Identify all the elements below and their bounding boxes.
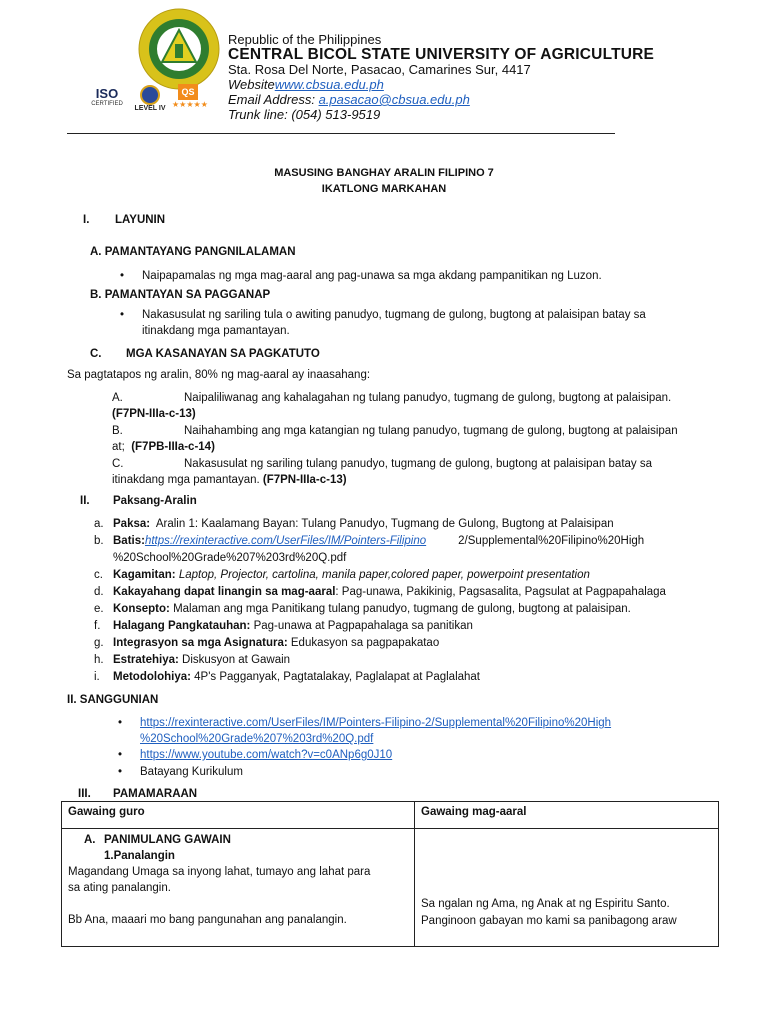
university-seal — [138, 8, 220, 90]
integrasyon-letter: g. — [94, 637, 104, 649]
header-divider — [67, 133, 615, 134]
kagamitan-text: Laptop, Projector, cartolina, manila paper,colored paper, powerpoint presentation — [178, 569, 590, 581]
student-line-2: Panginoon gabayan mo kami sa panibagong araw — [421, 915, 677, 927]
outcome-c-code: (F7PN-IIIa-c-13) — [262, 474, 347, 486]
halaga-text: Pag-unawa at Pagpapahalaga sa panitikan — [253, 620, 473, 632]
sec1-label: LAYUNIN — [115, 214, 166, 226]
sec1-intro: Sa pagtatapos ng aralin, 80% ng mag-aaral ay inaasahang: — [67, 369, 371, 381]
table-row — [62, 829, 719, 947]
website-line: Websitewww.cbsua.edu.ph — [228, 77, 384, 92]
kagamitan-label: Kagamitan: — [113, 569, 176, 581]
outcome-b-text: Naihahambing ang mga katangian ng tulang panudyo, tugmang de gulong, bugtong at palaisipan — [184, 425, 678, 437]
metodolohiya-letter: i. — [94, 671, 100, 683]
batis-item — [94, 533, 644, 550]
table-col-student: Gawaing mag-aaral — [415, 802, 719, 829]
integrasyon-label: Integrasyon sa mga Asignatura: — [113, 637, 288, 649]
kakayahan-text: : Pag-unawa, Pakikinig, Pagsasalita, Pagsulat at Pagpapahalaga — [335, 586, 666, 598]
outcome-b-line2: at; — [112, 441, 125, 453]
halaga-item — [94, 618, 473, 635]
teacher-line-3: Bb Ana, maaari mo bang pangunahan ang panalangin. — [68, 914, 347, 926]
qs-label: QS — [178, 84, 198, 100]
konsepto-label: Konsepto: — [113, 603, 170, 615]
table-col-teacher: Gawaing guro — [62, 802, 415, 829]
qs-badge — [172, 84, 208, 114]
trunk-line: Trunk line: (054) 513-9519 — [228, 107, 381, 122]
kagamitan-letter: c. — [94, 569, 103, 581]
integrasyon-text: Edukasyon sa pagpapakatao — [290, 637, 440, 649]
doc-title: MASUSING BANGHAY ARALIN FILIPINO 7 — [274, 167, 494, 179]
outcome-a-letter: A. — [112, 392, 123, 404]
paksa-item — [94, 516, 614, 533]
sec1-b-bullet-1: • Nakasusulat ng sariling tula o awiting panudyo, tugmang de gulong, bugtong at palaisipan batay sa — [142, 307, 646, 323]
university-seal-icon — [138, 8, 220, 90]
paksa-letter: a. — [94, 518, 104, 530]
step-label: 1.Panalangin — [104, 850, 175, 862]
iso-badge — [91, 86, 123, 114]
outcome-c-text: Nakasusulat ng sariling tulang panudyo, tugmang de gulong, bugtong at palaisipan batay sa — [184, 458, 653, 470]
teacher-line-1: Magandang Umaga sa inyong lahat, tumayo ang lahat para — [68, 866, 371, 878]
kagamitan-item — [94, 567, 590, 584]
konsepto-letter: e. — [94, 603, 104, 615]
halaga-label: Halagang Pangkatauhan: — [113, 620, 251, 632]
email-link[interactable]: a.pasacao@cbsua.edu.ph — [318, 92, 470, 107]
integrasyon-item — [94, 635, 439, 652]
level-badge — [130, 85, 170, 115]
konsepto-item — [94, 601, 631, 618]
outcome-c-letter: C. — [112, 458, 124, 470]
paksa-label: Paksa: — [113, 518, 151, 530]
doc-subtitle: IKATLONG MARKAHAN — [321, 183, 447, 195]
estratehiya-letter: h. — [94, 654, 104, 666]
table-header-row — [62, 802, 719, 829]
sec2-label: Paksang-Aralin — [113, 495, 197, 507]
student-line-1: Sa ngalan ng Ama, ng Anak at ng Espiritu Santo. — [421, 898, 670, 910]
qs-stars-icon: ★★★★★ — [172, 100, 208, 109]
sanggunian-link-1[interactable]: https://rexinteractive.com/UserFiles/IM/Pointers-Filipino-2/Supplemental%20Filipino%20High — [140, 717, 612, 729]
sec2-num: II. — [80, 495, 90, 507]
sanggunian-link-1b[interactable]: %20School%20Grade%207%203rd%20Q.pdf — [140, 733, 374, 745]
outcome-a-code: (F7PN-IIIa-c-13) — [112, 408, 196, 420]
kakayahan-item — [94, 584, 666, 601]
sec1-b-head: B. PAMANTAYAN SA PAGGANAP — [90, 289, 271, 301]
metodolohiya-label: Metodolohiya: — [113, 671, 191, 683]
sanggunian-item-3: • Batayang Kurikulum — [140, 764, 243, 781]
sanggunian-item-1 — [140, 715, 611, 732]
sec3-num: III. — [78, 788, 91, 800]
outcome-a — [112, 390, 699, 422]
halaga-letter: f. — [94, 620, 101, 632]
metodolohiya-text: 4P's Pagganyak, Pagtatalakay, Paglalapat at Paglalahat — [194, 671, 481, 683]
kakayahan-label: Kakayahang dapat linangin sa mag-aaral — [113, 586, 336, 598]
sec1-c-head: MGA KASANAYAN SA PAGKATUTO — [126, 348, 320, 360]
estratehiya-label: Estratehiya: — [113, 654, 179, 666]
outcome-b — [112, 423, 699, 455]
konsepto-text: Malaman ang mga Panitikang tulang panudyo, tugmang de gulong, bugtong at palaisipan. — [173, 603, 631, 615]
sec1-num: I. — [83, 214, 90, 226]
batis-label: Batis: — [113, 535, 145, 547]
batis-text: 2/Supplemental%20Filipino%20High — [458, 535, 645, 547]
outcome-b-code: (F7PB-IIIa-c-14) — [131, 441, 215, 453]
batis-letter: b. — [94, 535, 104, 547]
metodolohiya-item — [94, 669, 480, 686]
level-label: LEVEL IV — [134, 105, 166, 112]
address-line: Sta. Rosa Del Norte, Pasacao, Camarines Sur, 4417 — [228, 62, 531, 77]
level-badge-icon — [140, 85, 160, 105]
procedure-table — [61, 801, 719, 947]
sec1-b-bullet-2: itinakdang mga pamantayan. — [142, 325, 290, 337]
estratehiya-text: Diskusyon at Gawain — [182, 654, 291, 666]
sanggunian-item-2 — [140, 747, 392, 764]
sec3-label: PAMAMARAAN — [113, 788, 198, 800]
sub-head: A. PANIMULANG GAWAIN — [84, 834, 231, 846]
outcome-c — [112, 456, 699, 488]
sanggunian-link-2[interactable]: https://www.youtube.com/watch?v=c0ANp6g0J10 — [140, 749, 393, 761]
website-link[interactable]: www.cbsua.edu.ph — [274, 77, 384, 92]
sanggunian-head: II. SANGGUNIAN — [67, 694, 159, 706]
sec1-c-num: C. — [90, 348, 102, 360]
batis-line2: %20School%20Grade%207%203rd%20Q.pdf — [113, 552, 347, 564]
batis-link[interactable]: https://rexinteractive.com/UserFiles/IM/Pointers-Filipino — [144, 535, 427, 547]
outcome-c-line2: itinakdang mga pamantayan. — [112, 474, 260, 486]
iso-label: ISO — [95, 86, 119, 101]
teacher-line-2: sa ating panalangin. — [68, 882, 171, 894]
country-line: Republic of the Philippines — [228, 32, 382, 47]
outcome-b-letter: B. — [112, 425, 123, 437]
sec1-a-head: A. PAMANTAYANG PANGNILALAMAN — [90, 246, 296, 258]
iso-sub-label: CERTIFIED — [91, 101, 123, 107]
teacher-cell — [62, 829, 415, 947]
sanggunian-item-1b — [140, 731, 373, 748]
kakayahan-letter: d. — [94, 586, 104, 598]
student-cell — [415, 829, 719, 947]
outcome-a-text: Naipaliliwanag ang kahalagahan ng tulang panudyo, tugmang de gulong, bugtong at palaisipan. — [184, 392, 672, 404]
email-line: Email Address: a.pasacao@cbsua.edu.ph — [228, 92, 470, 107]
university-name: CENTRAL BICOL STATE UNIVERSITY OF AGRICULTURE — [228, 46, 655, 63]
paksa-text: Aralin 1: Kaalamang Bayan: Tulang Panudyo, Tugmang de Gulong, Bugtong at Palaisipan — [155, 518, 614, 530]
sec1-a-bullet: • Naipapamalas ng mga mag-aaral ang pag-unawa sa mga akdang pampanitikan ng Luzon. — [142, 268, 602, 284]
estratehiya-item — [94, 652, 290, 669]
